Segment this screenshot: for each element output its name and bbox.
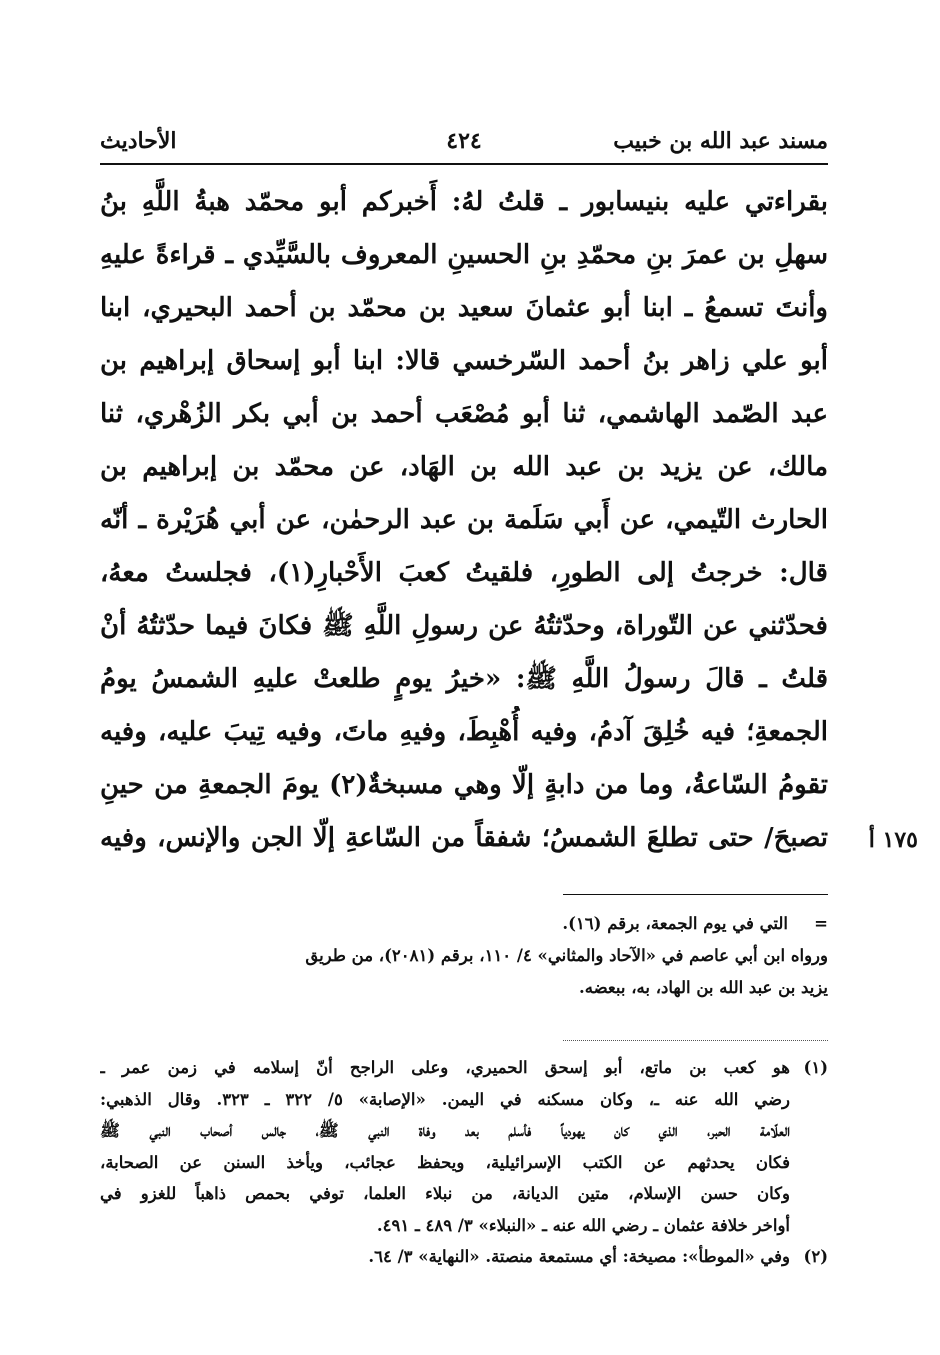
- footnote-line: يزيد بن عبد الله بن الهاد، به، ببعضه.: [579, 978, 828, 997]
- footnotes: [100, 1052, 828, 1273]
- footnote-line: العلّامة الحبر، الذي كان يهودياً فأسلم بعد وفاة النبي ﷺ، جالس أصحاب النبي ﷺ: [100, 1121, 790, 1140]
- footnote-line: ورواه ابن أبي عاصم في «الآحاد والمثاني» ٤/ ١١٠، برقم (٢٠٨١)، من طريق: [305, 946, 828, 965]
- text-line: عبد الصّمد الهاشمي، ثنا أبو مُصْعَب أحمد بن أبي بكر الزُهْري، ثنا: [100, 399, 828, 429]
- footnote-line-text: التي في يوم الجمعة، برقم (١٦).: [562, 914, 788, 933]
- header-rule: [100, 163, 828, 165]
- footnote-dotted-separator: [563, 1040, 828, 1041]
- footnote-line: [100, 1241, 828, 1273]
- text-line: بقراءتي عليه بنيسابور ـ قلتُ لهُ: أَخبركم أبو محمّد هبةُ اللَّهِ بنُ: [100, 187, 828, 217]
- footnote-line: [100, 1052, 828, 1084]
- continuation-marker: =: [814, 914, 828, 933]
- footnote-line-text: وفي «الموطأ»: مصيخة: أي مستمعة منصتة. «النهاية» ٣/ ٦٤.: [368, 1247, 790, 1266]
- footnote-separator: [563, 894, 828, 895]
- text-line: مالك، عن يزيد بن عبد الله بن الهَاد، عن محمّد بن إبراهيم بن: [100, 452, 828, 482]
- text-line: سهلِ بن عمرَ بنِ محمّدِ بنِ الحسينِ المعروف بالسَّيِّدي ـ قراءةً عليهِ: [100, 240, 828, 270]
- footnote-line-text: هو كعب بن ماتع، أبو إسحق الحميري، وعلى الراجح أنّ إسلامه في زمن عمر ـ: [100, 1058, 790, 1077]
- text-line: أبو علي زاهر بنُ أحمد السّرخسي قالا: ابنا أبو إسحاق إبراهيم بن: [100, 346, 828, 376]
- footnote-number: (٢): [803, 1247, 828, 1266]
- footnote-line: وكان حسن الإسلام، متين الديانة، من نبلاء العلما، توفي بحمص ذاهباً للغزو في: [100, 1184, 790, 1203]
- text-line: تصبحَ/ حتى تطلعَ الشمسُ؛ شفقاً من السّاعةِ إلّا الجن والإنس، وفيه: [100, 823, 828, 853]
- footnote-line: أواخر خلافة عثمان ـ رضي الله عنه ـ «النبلاء» ٣/ ٤٨٩ ـ ٤٩١.: [376, 1215, 790, 1235]
- footnote-number: (١): [803, 1058, 828, 1077]
- text-line: الحارث التّيمي، عن أَبي سَلَمة بن عبد الرحمٰن، عن أبي هُرَيْرة ـ أنّه: [100, 505, 828, 535]
- running-head: [100, 126, 828, 160]
- text-line: فحدّثني عن التّوراة، وحدّثتُهُ عن رسولِ اللَّهِ ﷺ فكانَ فيما حدّثتُهُ أنْ: [100, 611, 828, 641]
- text-line: قال: خرجتُ إلى الطورِ، فلقيتُ كعبَ الأَحْبارِ(١)، فجلستُ معهُ،: [100, 558, 828, 588]
- footnote-line: [100, 908, 828, 940]
- main-text: [100, 176, 828, 865]
- footnote-line: فكان يحدثهم عن الكتب الإسرائيلية، ويحفظ عجائب، ويأخذ السنن عن الصحابة،: [100, 1152, 790, 1172]
- book-title: مسند عبد الله بن خبيب: [613, 128, 828, 154]
- text-line: وأنتَ تسمعُ ـ ابنا أبو عثمانَ سعيد بن محمّد بن أحمد البحيري، ابنا: [100, 293, 828, 323]
- footnote-line: رضي الله عنه ـ، وكان مسكنه في اليمن. «الإصابة» ٥/ ٣٢٢ ـ ٣٢٣. وقال الذهبي:: [100, 1089, 790, 1109]
- page-number: ٤٢٤: [446, 128, 482, 154]
- text-line: تقومُ السّاعةُ، وما من دابةٍ إلّا وهي مسبخةٌ(٢) يومَ الجمعةِ من حينِ: [100, 770, 828, 800]
- text-line: قلتُ ـ قالَ رسولُ اللَّهِ ﷺ: «خيرُ يومٍ طلعتْ عليهِ الشمسُ يومُ: [100, 664, 828, 694]
- continued-footnote: [100, 908, 828, 1004]
- section-title: الأحاديث: [100, 128, 177, 154]
- text-line: الجمعةِ؛ فيه خُلِقَ آدمُ، وفيه أُهْبِطَ، وفيهِ ماتَ، وفيه تِيبَ عليه، وفيه: [100, 717, 828, 747]
- manuscript-folio-note: ١٧٥ أ: [868, 827, 918, 853]
